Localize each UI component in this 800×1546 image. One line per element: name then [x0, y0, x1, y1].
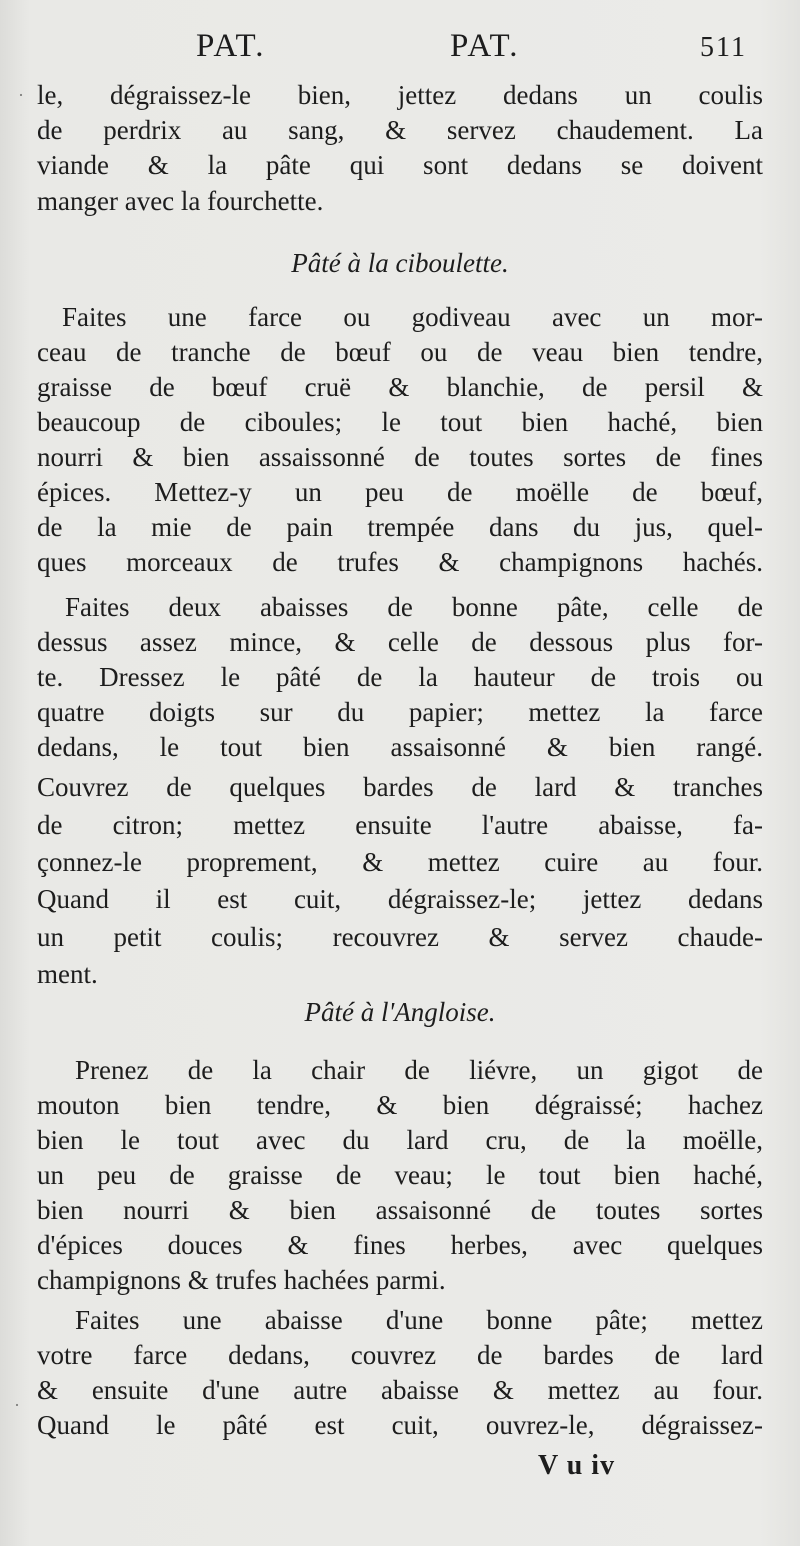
- text-line: épices. Mettez-y un peu de moëlle de bœuf,: [37, 477, 763, 507]
- page-number: 511: [700, 32, 747, 63]
- text-line: Quand il est cuit, dégraissez-le; jettez dedans: [37, 884, 763, 914]
- text-line: Faites deux abaisses de bonne pâte, celle de: [65, 592, 763, 622]
- text-line: beaucoup de ciboules; le tout bien haché, bien: [37, 407, 763, 437]
- margin-speck: ·: [14, 1395, 20, 1415]
- text-line: Couvrez de quelques bardes de lard & tranches: [37, 772, 763, 802]
- text-line: dedans, le tout bien assaisonné & bien rangé.: [37, 732, 763, 762]
- text-line: mouton bien tendre, & bien dégraissé; hachez: [37, 1090, 763, 1120]
- text-line: & ensuite d'une autre abaisse & mettez au four.: [37, 1375, 763, 1405]
- text-line: de la mie de pain trempée dans du jus, quel-: [37, 512, 763, 542]
- text-line: ment.: [37, 959, 98, 989]
- text-line: le, dégraissez-le bien, jettez dedans un coulis: [37, 80, 763, 110]
- text-line: çonnez-le proprement, & mettez cuire au four.: [37, 847, 763, 877]
- text-line: Quand le pâté est cuit, ouvrez-le, dégraissez-: [37, 1410, 763, 1440]
- text-line: Faites une farce ou godiveau avec un mor-: [62, 302, 763, 332]
- text-line: nourri & bien assaissonné de toutes sortes de fines: [37, 442, 763, 472]
- text-line: Prenez de la chair de liévre, un gigot de: [75, 1055, 763, 1085]
- text-line: manger avec la fourchette.: [37, 186, 324, 216]
- text-line: un peu de graisse de veau; le tout bien haché,: [37, 1160, 763, 1190]
- text-line: ques morceaux de trufes & champignons hachés.: [37, 547, 763, 577]
- text-line: un petit coulis; recouvrez & servez chaude-: [37, 922, 763, 952]
- recipe-heading: Pâté à la ciboulette.: [291, 248, 509, 278]
- margin-speck: ·: [18, 85, 24, 105]
- text-line: viande & la pâte qui sont dedans se doivent: [37, 150, 763, 180]
- signature-mark: V u iv: [538, 1450, 616, 1481]
- text-line: quatre doigts sur du papier; mettez la farce: [37, 697, 763, 727]
- text-line: votre farce dedans, couvrez de bardes de lard: [37, 1340, 763, 1370]
- text-line: Faites une abaisse d'une bonne pâte; mettez: [75, 1305, 763, 1335]
- recipe-heading: Pâté à l'Angloise.: [304, 997, 496, 1027]
- running-header: [0, 28, 800, 78]
- text-line: graisse de bœuf cruë & blanchie, de persil &: [37, 372, 763, 402]
- text-line: te. Dressez le pâté de la hauteur de trois ou: [37, 662, 763, 692]
- text-line: de perdrix au sang, & servez chaudement. La: [37, 115, 763, 145]
- header-center-title: PAT.: [450, 28, 520, 64]
- header-left-title: PAT.: [196, 28, 266, 64]
- text-line: dessus assez mince, & celle de dessous plus for-: [37, 627, 763, 657]
- text-line: de citron; mettez ensuite l'autre abaisse, fa-: [37, 810, 763, 840]
- text-line: bien nourri & bien assaisonné de toutes sortes: [37, 1195, 763, 1225]
- text-line: champignons & trufes hachées parmi.: [37, 1265, 446, 1295]
- text-line: bien le tout avec du lard cru, de la moëlle,: [37, 1125, 763, 1155]
- text-line: d'épices douces & fines herbes, avec quelques: [37, 1230, 763, 1260]
- text-line: ceau de tranche de bœuf ou de veau bien tendre,: [37, 337, 763, 367]
